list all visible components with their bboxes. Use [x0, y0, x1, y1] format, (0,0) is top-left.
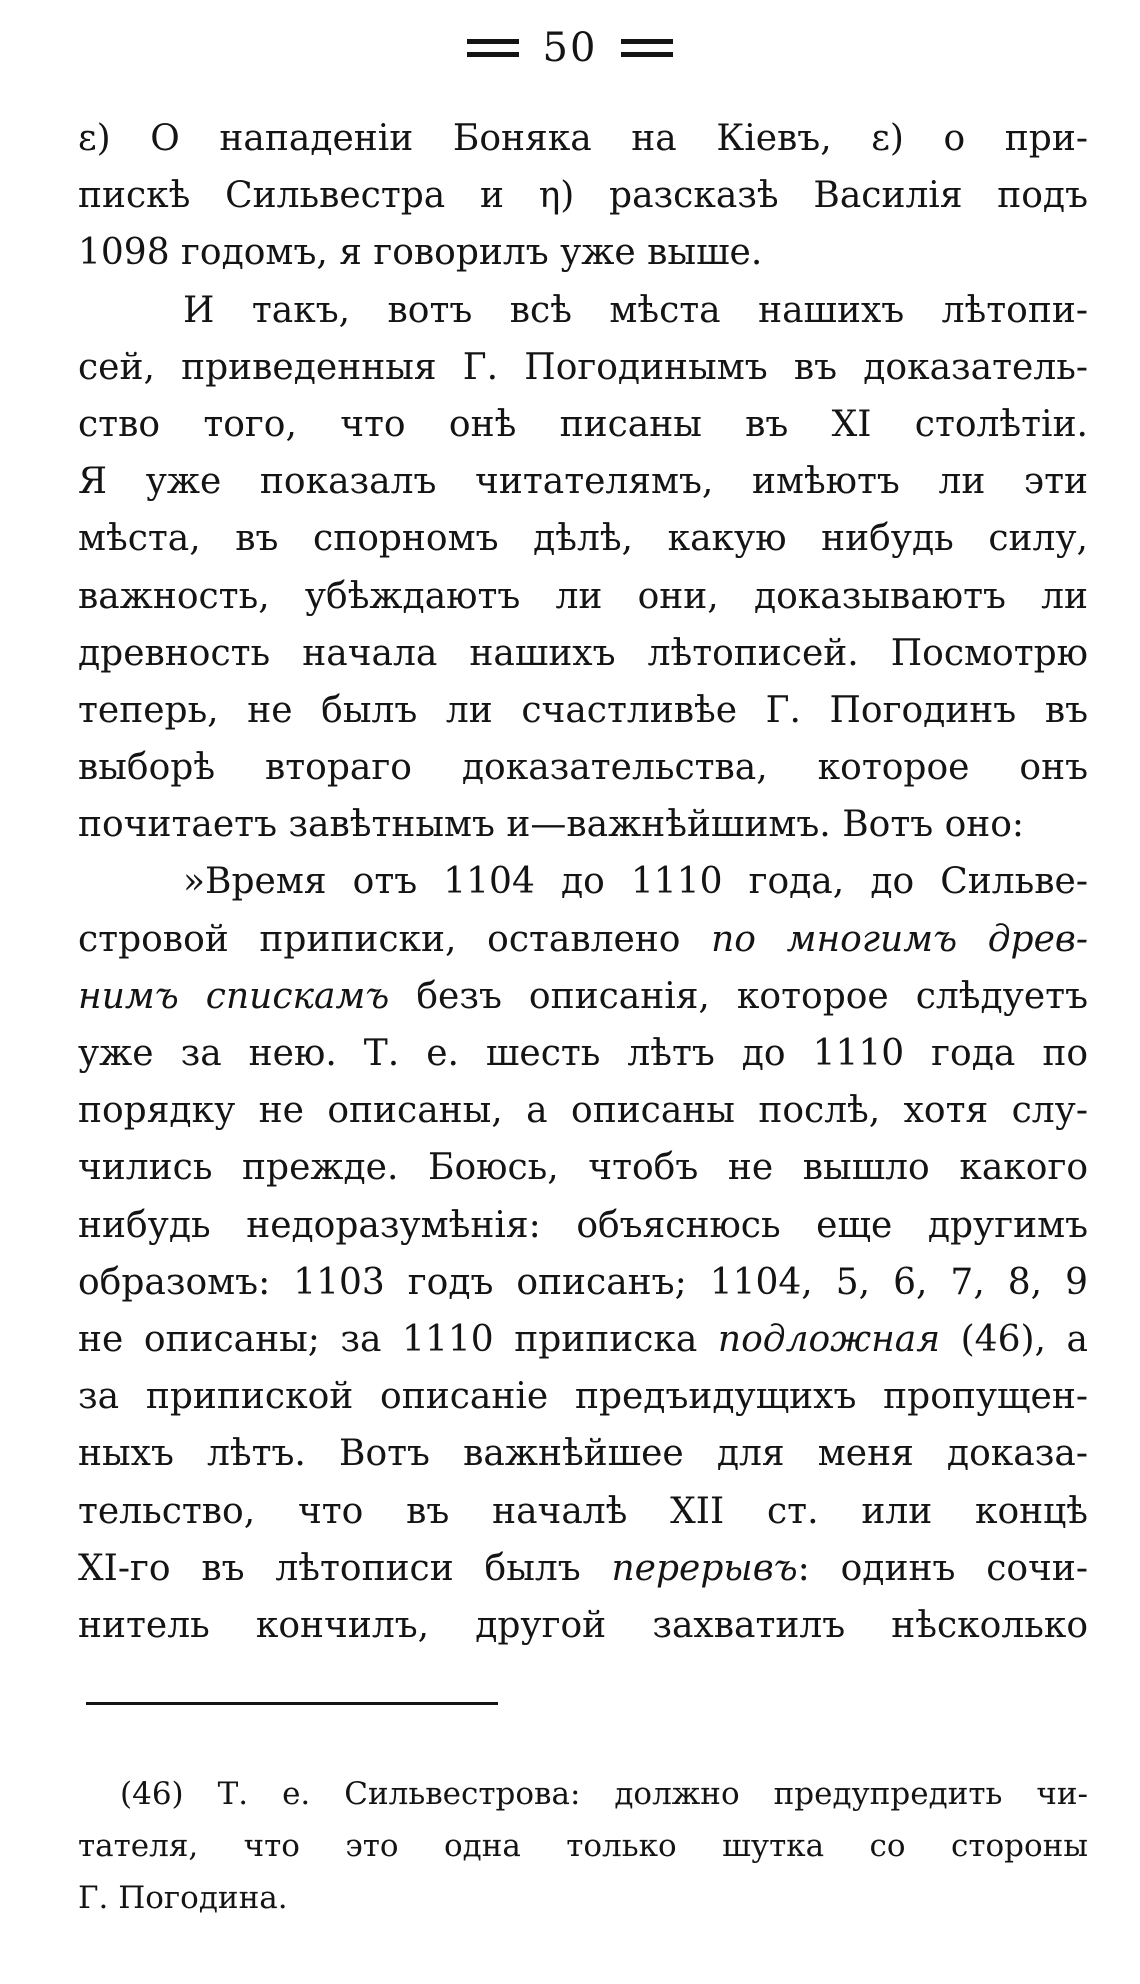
text-run: чились прежде. Боюсь, чтобъ не вышло какого	[78, 1147, 1088, 1189]
text-run: : одинъ сочи-	[797, 1547, 1088, 1589]
text-run: 1098 годомъ, я говорилъ уже выше.	[78, 232, 763, 274]
text-run: теперь, не былъ ли счастливѣе Г. Погодинъ въ	[78, 689, 1088, 731]
text-run: ε) О нападенiи Боняка на Кiевъ, ε) о при-	[78, 118, 1088, 159]
footnote-line: Г. Погодина.	[78, 1880, 288, 1916]
text-line	[78, 1082, 1088, 1139]
main-text	[78, 110, 1088, 1654]
text-line	[78, 1368, 1088, 1425]
page-number: 50	[542, 25, 598, 71]
text-run: стровой приписки, оставлено	[78, 918, 712, 960]
text-run: выборѣ втораго доказательства, которое онъ	[78, 747, 1088, 789]
italic-text: перерывъ	[611, 1547, 798, 1589]
text-run: пискѣ Сильвестра и η) разсказѣ Василiя подъ	[78, 175, 1088, 217]
header-rule-left	[467, 39, 519, 57]
text-line	[78, 911, 1088, 968]
text-run: тельство, что въ началѣ XII ст. или концѣ	[78, 1490, 1088, 1532]
text-run: образомъ: 1103 годъ описанъ; 1104, 5, 6, 7, 8, 9	[78, 1261, 1088, 1303]
text-line	[78, 1483, 1088, 1540]
text-run: важность, убѣждаютъ ли они, доказываютъ ли	[78, 575, 1088, 617]
text-line	[78, 1197, 1088, 1254]
text-run: безъ описанiя, которое слѣдуетъ	[389, 975, 1088, 1017]
text-line	[78, 282, 1088, 339]
page-header	[0, 20, 1140, 73]
text-line	[78, 396, 1088, 453]
text-line	[78, 625, 1088, 682]
text-run: уже за нею. Т. е. шесть лѣтъ до 1110 года по	[78, 1033, 1088, 1074]
text-line	[78, 167, 1088, 224]
text-run: за припиской описанiе предъидущихъ пропущен-	[78, 1376, 1088, 1418]
text-line	[78, 1139, 1088, 1196]
text-line	[78, 1540, 1088, 1597]
text-line	[78, 1025, 1088, 1082]
text-line	[78, 968, 1088, 1025]
italic-text: подложная	[717, 1318, 941, 1360]
footnote-separator	[86, 1702, 498, 1705]
text-run: »Время отъ 1104 до 1110 года, до Сильве-	[183, 861, 1088, 903]
text-run: XI-го въ лѣтописи былъ	[78, 1547, 612, 1589]
text-run: И такъ, вотъ всѣ мѣста нашихъ лѣтопи-	[183, 289, 1088, 331]
text-run: почитаетъ завѣтнымъ и—важнѣйшимъ. Вотъ оно:	[78, 804, 1025, 846]
text-run: ство того, что онѣ писаны въ XI столѣтiи.	[78, 403, 1088, 445]
text-line	[78, 1311, 1088, 1368]
text-run: нибудь недоразумѣнiя: объяснюсь еще другимъ	[78, 1204, 1088, 1246]
text-run: нитель кончилъ, другой захватилъ нѣсколько	[78, 1604, 1088, 1646]
text-run: древность начала нашихъ лѣтописей. Посмотрю	[78, 632, 1088, 674]
footnote-line: тателя, что это одна только шутка со стороны	[78, 1828, 1088, 1864]
footnotes	[78, 1768, 1088, 1924]
text-run: (46), а	[940, 1318, 1088, 1360]
text-run: мѣста, въ спорномъ дѣлѣ, какую нибудь силу,	[78, 518, 1088, 560]
text-run: сей, приведенныя Г. Погодинымъ въ доказатель-	[78, 346, 1088, 388]
footnote-line: (46) Т. е. Сильвестрова: должно предупредить чи-	[120, 1776, 1088, 1812]
header-rule-right	[621, 39, 673, 57]
text-run: ныхъ лѣтъ. Вотъ важнѣйшее для меня доказа-	[78, 1433, 1088, 1475]
text-run: не описаны; за 1110 приписка	[78, 1318, 718, 1360]
text-line	[78, 853, 1088, 910]
text-line	[78, 339, 1088, 396]
text-line	[78, 224, 1088, 281]
text-line	[78, 1597, 1088, 1654]
text-line	[78, 1425, 1088, 1482]
text-line	[78, 568, 1088, 625]
text-run: порядку не описаны, а описаны послѣ, хотя слу-	[78, 1090, 1088, 1132]
text-line	[78, 739, 1088, 796]
text-line	[78, 453, 1088, 510]
text-line	[78, 796, 1088, 853]
text-line	[78, 682, 1088, 739]
text-line	[78, 110, 1088, 167]
text-line	[78, 510, 1088, 567]
italic-text: по многимъ древ-	[711, 918, 1088, 960]
italic-text: нимъ спискамъ	[78, 975, 390, 1017]
text-line	[78, 1254, 1088, 1311]
text-run: Я уже показалъ читателямъ, имѣютъ ли эти	[78, 461, 1088, 503]
